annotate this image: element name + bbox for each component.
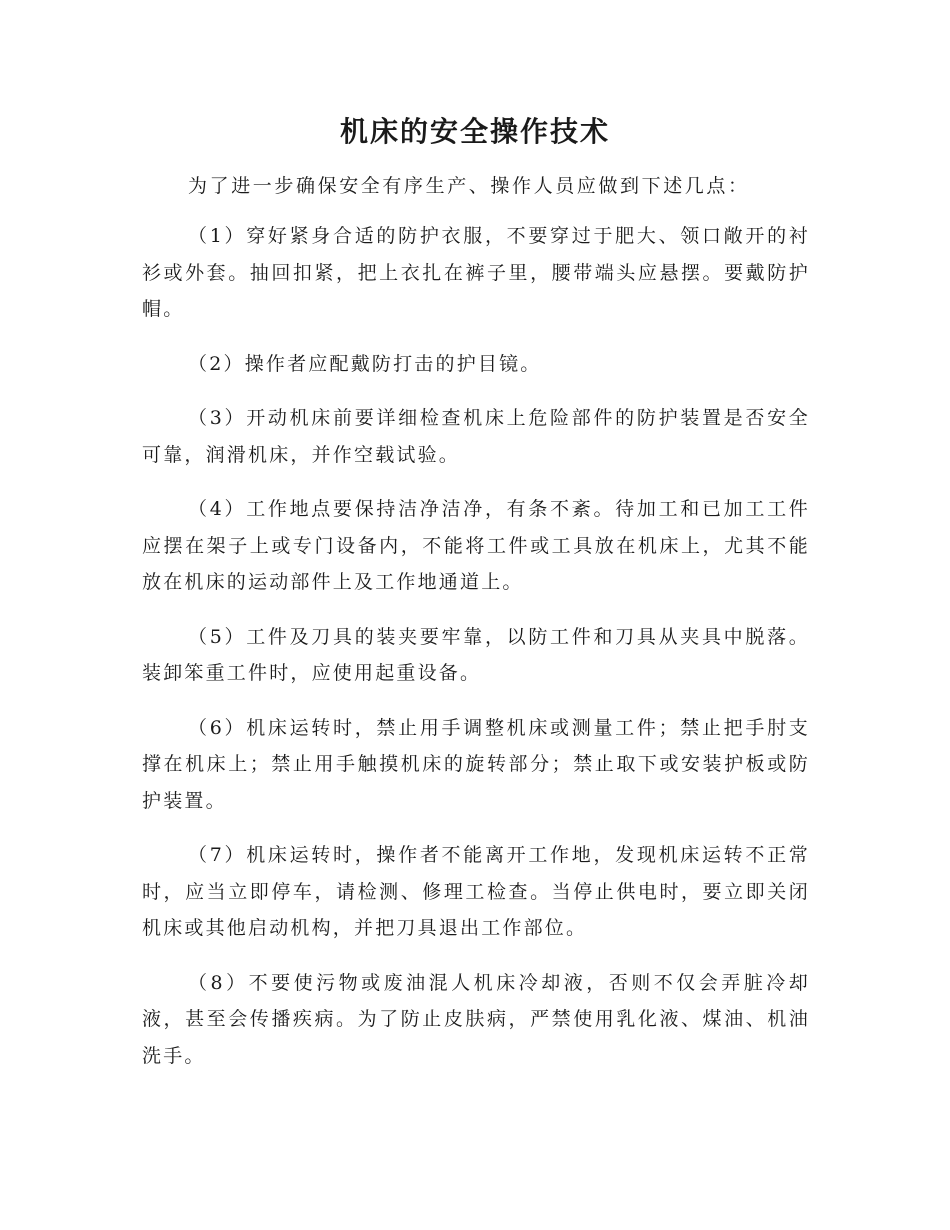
safety-item-7: （7）机床运转时，操作者不能离开工作地，发现机床运转不正常时，应当立即停车，请检测、修理工检查。当停止供电时，要立即关闭机床或其他启动机构，并把刀具退出工作部位。 bbox=[142, 844, 810, 939]
safety-item-1: （1）穿好紧身合适的防护衣服，不要穿过于肥大、领口敞开的衬衫或外套。抽回扣紧，把上衣扎在裤子里，腰带端头应悬摆。要戴防护帽。 bbox=[142, 225, 810, 320]
safety-item-8: （8）不要使污物或废油混人机床冷却液，否则不仅会弄脏冷却液，甚至会传播疾病。为了防止皮肤病，严禁使用乳化液、煤油、机油洗手。 bbox=[142, 971, 810, 1067]
document-title: 机床的安全操作技术 bbox=[339, 115, 610, 148]
safety-item-5: （5）工件及刀具的装夹要牢靠，以防工件和刀具从夹具中脱落。装卸笨重工件时，应使用起重设备。 bbox=[142, 625, 810, 684]
safety-item-3: （3）开动机床前要详细检查机床上危险部件的防护装置是否安全可靠，润滑机床，并作空载试验。 bbox=[142, 407, 810, 466]
safety-item-2: （2）操作者应配戴防打击的护目镜。 bbox=[188, 352, 542, 375]
intro-paragraph: 为了进一步确保安全有序生产、操作人员应做到下述几点： bbox=[188, 175, 750, 197]
safety-items-list bbox=[142, 218, 810, 1092]
safety-item-6: （6）机床运转时，禁止用手调整机床或测量工件；禁止把手肘支撑在机床上；禁止用手触摸机床的旋转部分；禁止取下或安装护板或防护装置。 bbox=[142, 716, 810, 812]
safety-item-4: （4）工作地点要保持洁净洁净，有条不紊。待加工和已加工工件应摆在架子上或专门设备内，不能将工件或工具放在机床上，尤其不能放在机床的运动部件上及工作地通道上。 bbox=[142, 498, 810, 593]
